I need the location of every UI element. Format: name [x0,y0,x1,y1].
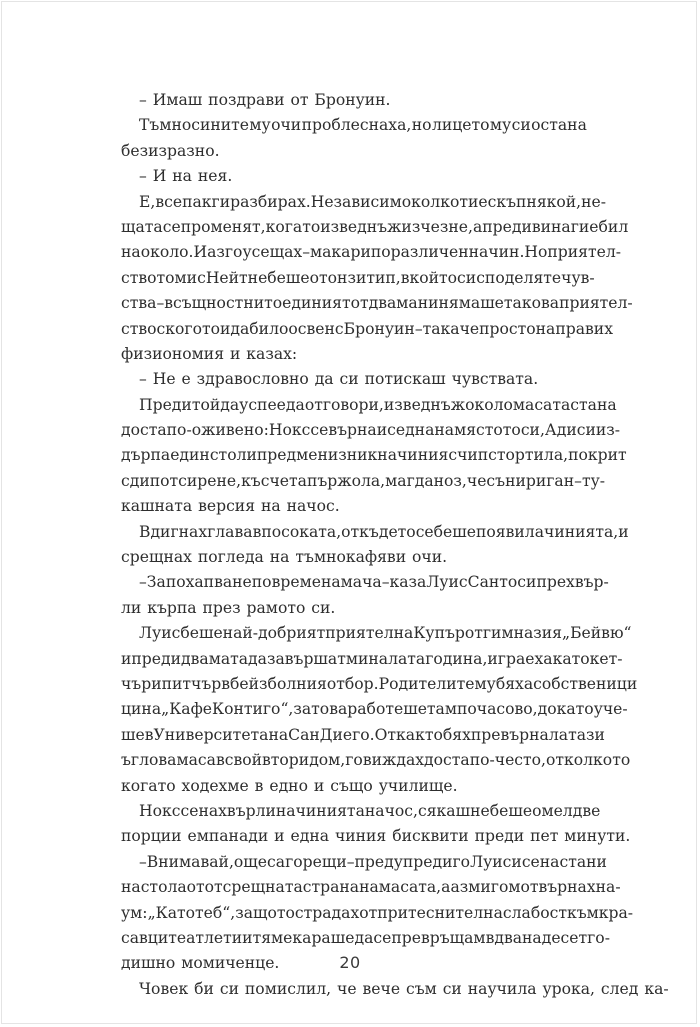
paragraph [121,621,638,799]
text-line: порции емпанади и една чиния бисквити преди пет минути. [121,827,631,846]
paragraph [121,799,631,850]
text-line: Тъмносините му очи проблеснаха, но лицето му си остана [139,116,587,135]
text-line: кашната версия на начос. [121,497,340,516]
body-text [121,88,669,1002]
paragraph [121,393,627,520]
text-line: Нокс се нахвърли на чинията начос, сякаш не беше омел две [139,801,601,820]
text-line: безизразно. [121,141,220,160]
paragraph [121,113,587,164]
text-line: – И на нея. [139,167,233,186]
text-line: – Не е здравословно да си потискаш чувствата. [139,370,539,389]
paragraph [121,190,633,368]
paragraph [121,367,587,392]
text-line: щата се променят, когато изведнъж изчезне, а преди винаги е бил [121,217,629,236]
text-line: – Имаш поздрави от Бронуин. [139,91,391,109]
text-line: Вдигнах глава в посоката, откъдето се беше появила чинията, и [139,522,629,541]
text-line: и преди двамата да завършат миналата година, играеха като кет- [121,649,623,668]
text-line: физиономия и казах: [121,344,298,363]
paragraph [121,88,587,113]
text-line: – Внимавай, още са горещи – предупреди го Луис и се настани [139,852,607,871]
text-line: ци на „Кафе Контиго“, затова работеше там почасово, докато уче- [121,700,628,719]
text-line: ше в Университета на Сан Диего. Откакто бях превърнала тази [121,725,605,744]
page-number: 20 [339,953,361,972]
text-line: Човек би си помислил, че вече съм си научила урока, след ка- [139,979,669,998]
paragraph [121,520,629,571]
text-line: чър и питчър в бейзболния отбор. Родителите му бяха собственици [121,674,638,693]
paragraph [121,570,609,621]
text-line: савците атлети и тя ме караше да се превръщам в дванадесетго- [121,928,610,947]
paragraph [121,164,587,189]
text-line: когато ходехме в едно и също училище. [121,776,458,795]
text-line: Преди той да успее да отговори, изведнъж около масата стана [139,395,617,414]
text-line: с дип от сирене, късчета пържола, магданоз, чесън и риган – ту- [121,471,606,490]
text-line: на стола от отсрещната страна на масата, а аз мигом отвърнах на- [121,878,621,897]
text-line: – За похапване по време на мача – каза Луис Сантос и прехвър- [139,573,609,592]
text-line: дърпа един стол и пред мен изникна чиния с чипс тортила, покрит [121,446,627,465]
text-line: Е, все пак ги разбирах. Независимо колко ти е скъп някой, не- [139,192,607,211]
text-line: ли кърпа през рамото си. [121,598,336,617]
text-line: срещнах погледа на тъмнокафяви очи. [121,548,448,567]
text-line: ството ми с Нейт не беше от онзи тип, в който си споделяте чув- [121,268,595,287]
text-line: ство с когото и да било освен с Бронуин – така че просто направих [121,319,613,338]
text-line: ъглова маса в свой втори дом, го виждах доста по-често, отколкото [121,751,631,770]
text-line: доста по-оживено: Нокс се върна и седна на мястото си, Ади си из- [121,421,621,440]
paragraph [121,977,669,1002]
text-line: наоколо. И аз го усещах – макар и по различен начин. Но приятел- [121,243,622,262]
text-line: дишно момиченце. [121,954,280,973]
text-line: ум: „Като теб“, защото страдах от притеснителна слабост към кра- [121,903,634,922]
text-line: ства – всъщност нито единият от двама ни нямаше такова приятел- [121,294,633,313]
text-line: Луис беше най-добрият приятел на Купър от гимназия „Бейвю“ [139,624,632,643]
